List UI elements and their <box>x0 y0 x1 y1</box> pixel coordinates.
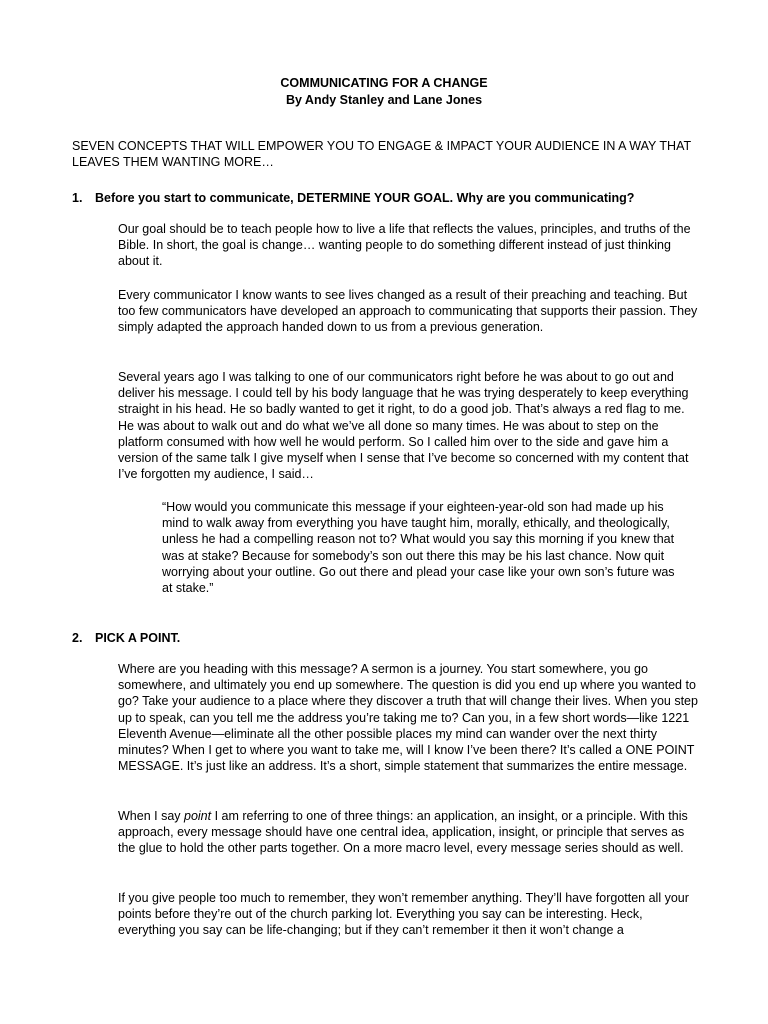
section-2-paragraph-3: If you give people too much to remember, they won’t remember anything. They’ll have forgotten all your points before they’re out of the church parking lot. Everything you say can be interesting. Heck, everything you say can be life-changing; but if they can’t remember it then it won’t change a <box>118 891 689 938</box>
document-byline: By Andy Stanley and Lane Jones <box>285 93 483 107</box>
section-2-paragraph-2-start: When I say <box>118 809 184 823</box>
section-2-paragraph-1: Where are you heading with this message? A sermon is a journey. You start somewhere, you go somewhere, and ultimately you end up somewhere. The question is did you end up where you wanted to go? Take your audience to a place where they discover a truth that will change their lives. When you step up to speak, can you tell me the address you’re taking me to? Can you, in a few short words—like 1221 Eleventh Avenue—eliminate all the other possible places my mind can wander over the next thirty minutes? When I get to where you want to take me, will I know I’ve been there? It’s called a ONE POINT MESSAGE. It’s just like an address. It’s a short, simple statement that summarizes the entire message. <box>118 662 698 774</box>
document-title: COMMUNICATING FOR A CHANGE <box>280 76 488 90</box>
section-2-number: 2. <box>72 631 83 645</box>
section-1-number: 1. <box>72 191 83 205</box>
section-2-paragraph-2-end: I am referring to one of three things: an application, an insight, or a principle. With this approach, every message should have one central idea, application, insight, or principle that serves as the glue to hold the other parts together. On a more macro level, every message series should as well. <box>118 809 688 856</box>
section-1-paragraph-2: Every communicator I know wants to see lives changed as a result of their preaching and teaching. But too few communicators have developed an approach to communicating that supports their passion. They simply adapted the approach handed down to us from a previous generation. <box>118 288 698 335</box>
intro-paragraph: SEVEN CONCEPTS THAT WILL EMPOWER YOU TO ENGAGE & IMPACT YOUR AUDIENCE IN A WAY THAT LEAVES THEM WANTING MORE… <box>72 139 691 170</box>
section-2-heading <box>72 630 722 646</box>
section-2-paragraph-2 <box>118 808 700 857</box>
title-block <box>0 75 768 109</box>
section-1-paragraph-3: Several years ago I was talking to one of our communicators right before he was about to go out and deliver his message. I could tell by his body language that he was trying desperately to keep everything straight in his head. He so badly wanted to get it right, to do a good job. That’s always a red flag to me. He was about to walk out and do what we’ve all done so many times. He was about to step on the platform consumed with how well he would perform. So I called him over to the side and gave him a version of the same talk I give myself when I sense that I’ve become so concerned with my content that I’ve forgotten my audience, I said… <box>118 370 689 482</box>
section-1-paragraph-1: Our goal should be to teach people how to live a life that reflects the values, principles, and truths of the Bible. In short, the goal is change… wanting people to do something different instead of just thinking about it. <box>118 222 691 269</box>
section-1-quote: “How would you communicate this message if your eighteen-year-old son had made up his mind to walk away from everything you have taught him, morally, ethically, and theologically, unless he had a compelling reason not to? What would you say this morning if you knew that was at stake? Because for somebody’s son out there this may be his last chance. Now quit worrying about your outline. Go out there and plead your case like your own son’s future was at stake.” <box>162 500 675 596</box>
section-1-heading <box>72 190 722 206</box>
section-2-paragraph-2-emphasis: point <box>184 809 212 823</box>
section-1-title: Before you start to communicate, DETERMINE YOUR GOAL. Why are you communicating? <box>95 191 635 205</box>
section-2-title: PICK A POINT. <box>95 631 181 645</box>
